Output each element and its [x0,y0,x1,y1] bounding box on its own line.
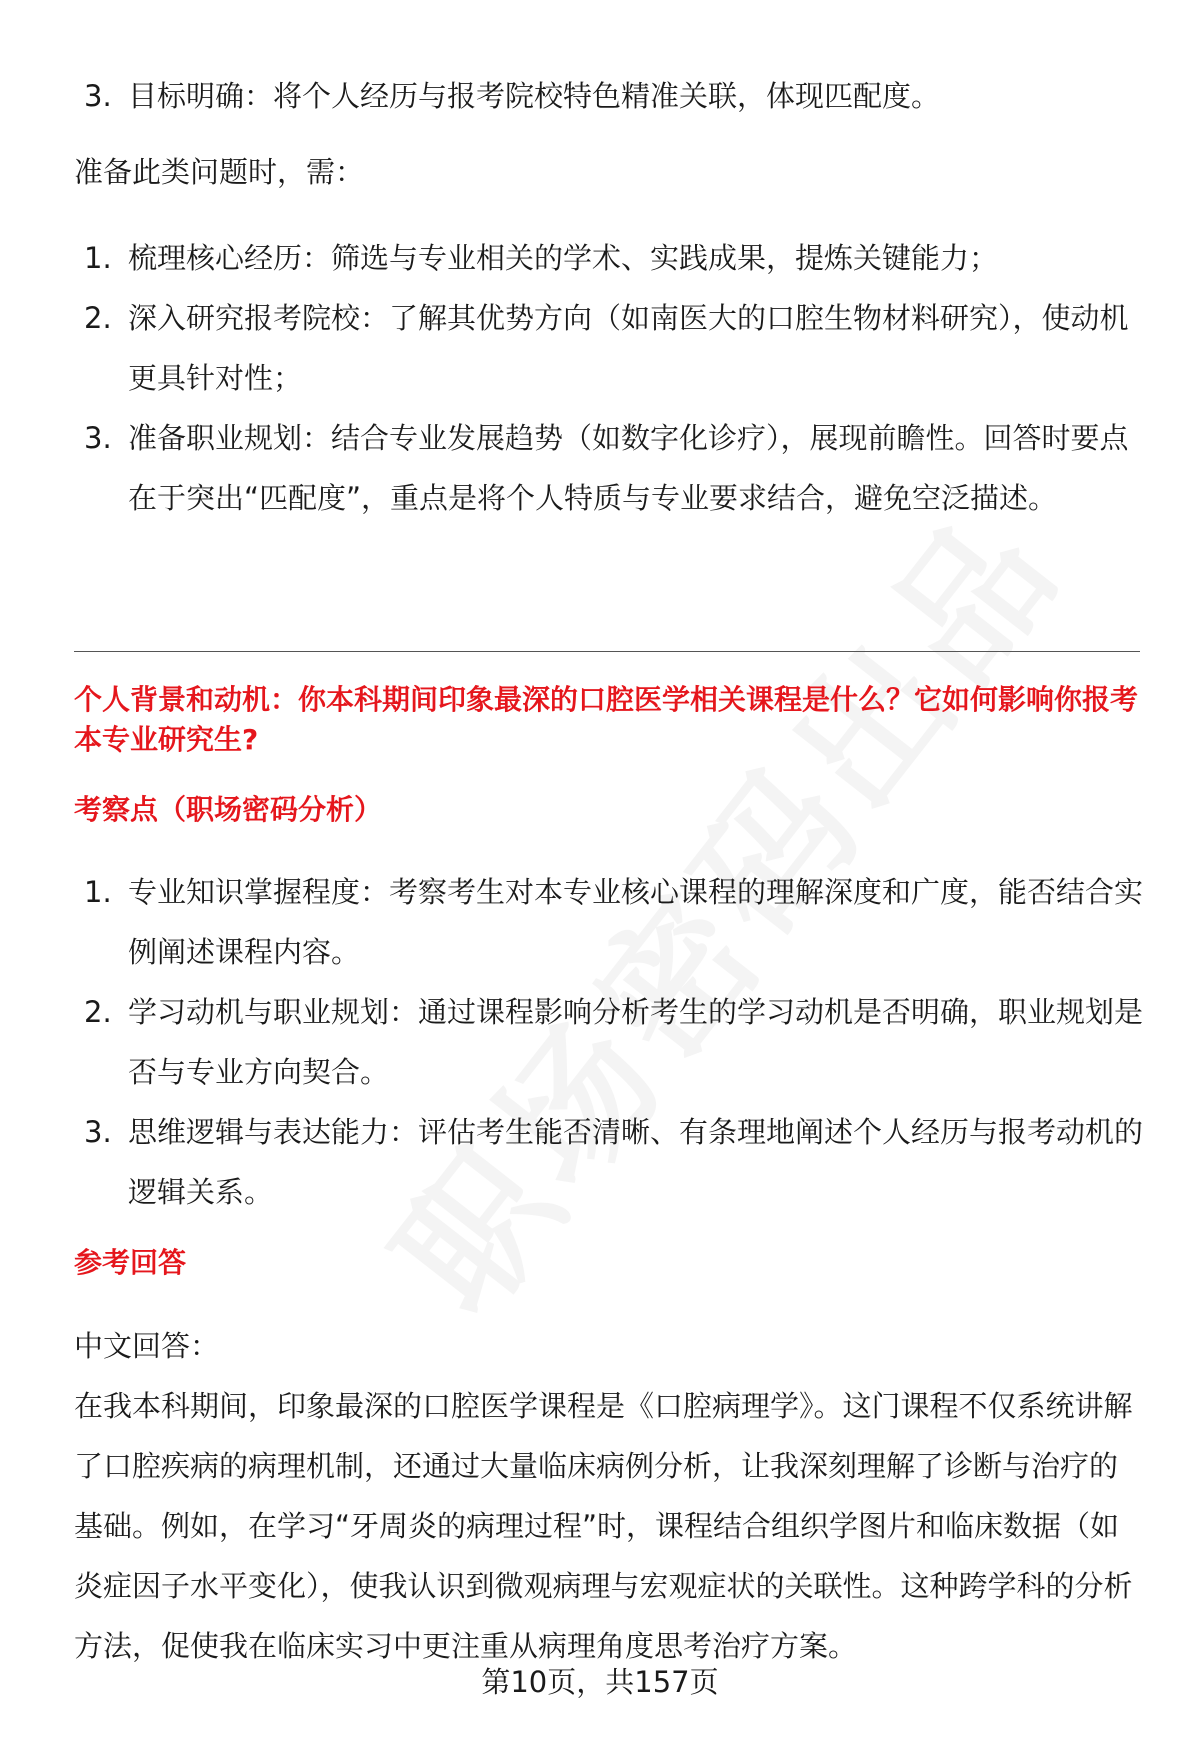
prep-list [74,228,1144,528]
answer-label: 中文回答： [74,1329,220,1363]
list-text: 专业知识掌握程度：考察考生对本专业核心课程的理解深度和广度，能否结合实例阐述课程内容。 [128,875,1144,969]
list-item [74,1102,1144,1222]
section-divider [74,651,1140,652]
points-list [74,862,1144,1222]
points-heading: 考察点（职场密码分析） [74,793,383,826]
list-item [74,228,1144,288]
list-number: 2. [84,995,112,1029]
list-item [74,288,1144,408]
list-text: 准备职业规划：结合专业发展趋势（如数字化诊疗），展现前瞻性。回答时要点在于突出“匹配度”，重点是将个人特质与专业要求结合，避免空泛描述。 [128,421,1129,515]
list-text: 梳理核心经历：筛选与专业相关的学术、实践成果，提炼关键能力； [128,241,999,275]
list-text: 深入研究报考院校：了解其优势方向（如南医大的口腔生物材料研究），使动机更具针对性； [128,301,1129,395]
list-number: 1. [84,875,112,909]
list-number: 1. [84,241,112,275]
prep-intro: 准备此类问题时，需： [74,155,365,189]
list-text: 学习动机与职业规划：通过课程影响分析考生的学习动机是否明确，职业规划是否与专业方向契合。 [128,995,1144,1089]
list-number: 3. [84,421,112,455]
list-number: 3. [84,79,112,113]
prev-list [74,66,1144,126]
answer-heading: 参考回答 [74,1246,187,1279]
list-text: 目标明确：将个人经历与报考院校特色精准关联，体现匹配度。 [128,79,941,113]
answer-text: 在我本科期间，印象最深的口腔医学课程是《口腔病理学》。这门课程不仅系统讲解了口腔疾病的病理机制，还通过大量临床病例分析，让我深刻理解了诊断与治疗的基础。例如，在学习“牙周炎的病理过程”时，课程结合组织学图片和临床数据（如炎症因子水平变化），使我认识到微观病理与宏观症状的关联性。这种跨学科的分析方法，促使我在临床实习中更注重从病理角度思考治疗方案。 [74,1389,1133,1663]
list-item [74,982,1144,1102]
list-number: 2. [84,301,112,335]
page-footer: 第10页，共157页 [481,1665,719,1699]
list-item [74,408,1144,528]
question-title: 个人背景和动机：你本科期间印象最深的口腔医学相关课程是什么？它如何影响你报考本专业研究生? [74,683,1139,756]
list-item [74,862,1144,982]
list-number: 3. [84,1115,112,1149]
list-text: 思维逻辑与表达能力：评估考生能否清晰、有条理地阐述个人经历与报考动机的逻辑关系。 [128,1115,1144,1209]
list-item [74,66,1144,126]
